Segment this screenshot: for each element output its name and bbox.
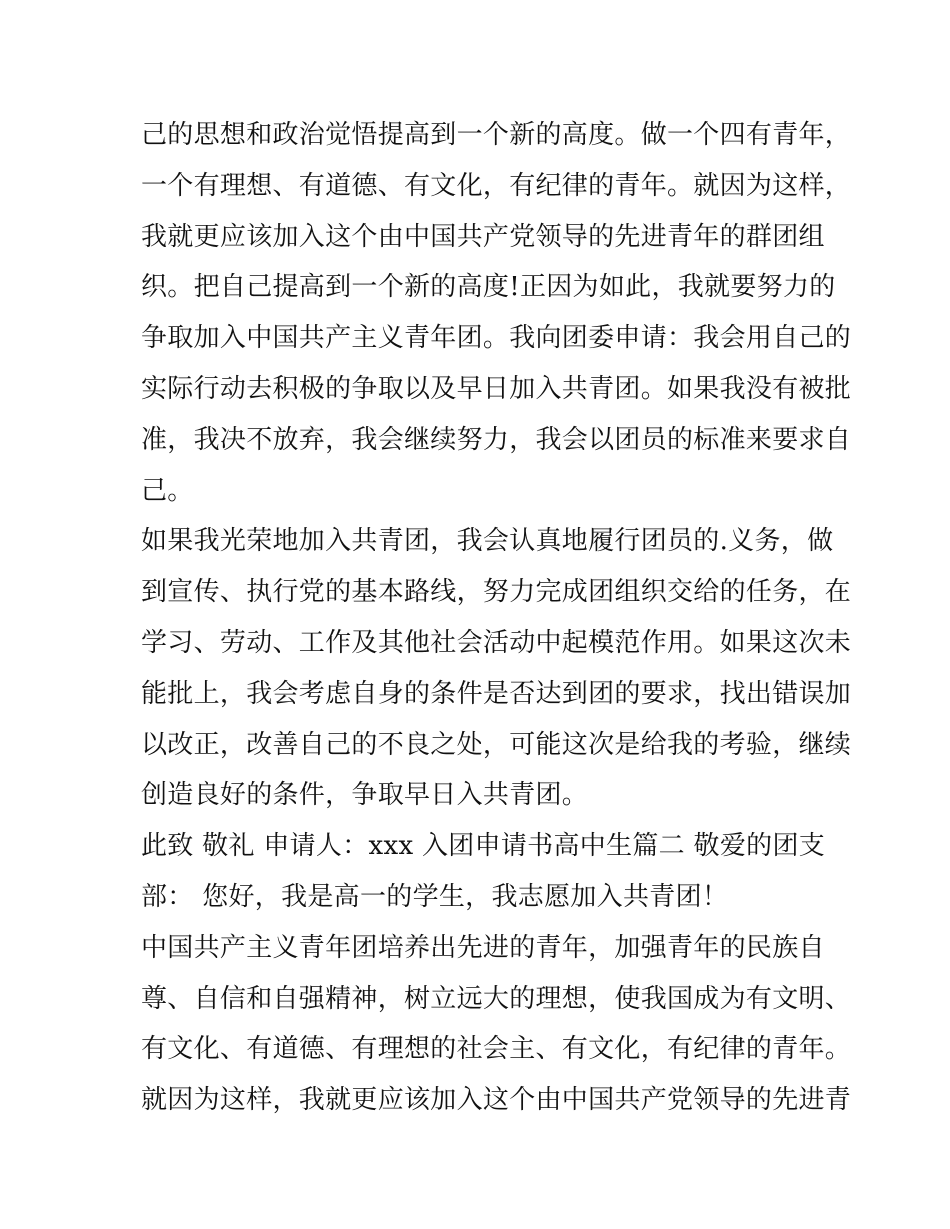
text-line: 织。把自己提高到一个新的高度!正因为如此，我就要努力的	[141, 272, 836, 303]
text-line: 如果我光荣地加入共青团，我会认真地履行团员的.义务，做	[141, 526, 834, 557]
body-text	[141, 110, 852, 1126]
text-line: 准，我决不放弃，我会继续努力，我会以团员的标准来要求自	[141, 424, 852, 455]
text-line: 中国共产主义青年团培养出先进的青年，加强青年的民族自	[141, 932, 825, 963]
text-line: 部： 您好，我是高一的学生，我志愿加入共青团！	[141, 881, 729, 912]
text-line: 此致 敬礼 申请人：xxx 入团申请书高中生篇二 敬爱的团支	[141, 831, 826, 862]
text-line: 有文化、有道德、有理想的社会主、有文化，有纪律的青年。	[141, 1034, 852, 1065]
text-line: 能批上，我会考虑自身的条件是否达到团的要求，找出错误加	[141, 678, 852, 709]
text-line: 学习、劳动、工作及其他社会活动中起模范作用。如果这次未	[141, 627, 852, 658]
text-line: 到宣传、执行党的基本路线，努力完成团组织交给的任务，在	[141, 577, 852, 608]
text-line: 创造良好的条件，争取早日入共青团。	[141, 780, 589, 811]
text-line: 以改正，改善自己的不良之处，可能这次是给我的考验，继续	[141, 729, 852, 760]
text-line: 争取加入中国共产主义青年团。我向团委申请：我会用自己的	[141, 323, 852, 354]
text-line: 实际行动去积极的争取以及早日加入共青团。如果我没有被批	[141, 373, 852, 404]
text-line: 尊、自信和自强精神，树立远大的理想，使我国成为有文明、	[141, 983, 852, 1014]
text-line: 一个有理想、有道德、有文化，有纪律的青年。就因为这样，	[141, 170, 852, 201]
text-line: 我就更应该加入这个由中国共产党领导的先进青年的群团组	[141, 221, 825, 252]
text-line: 己的思想和政治觉悟提高到一个新的高度。做一个四有青年，	[141, 120, 852, 150]
text-line: 就因为这样，我就更应该加入这个由中国共产党领导的先进青	[141, 1085, 852, 1116]
text-line: 己。	[141, 475, 194, 506]
